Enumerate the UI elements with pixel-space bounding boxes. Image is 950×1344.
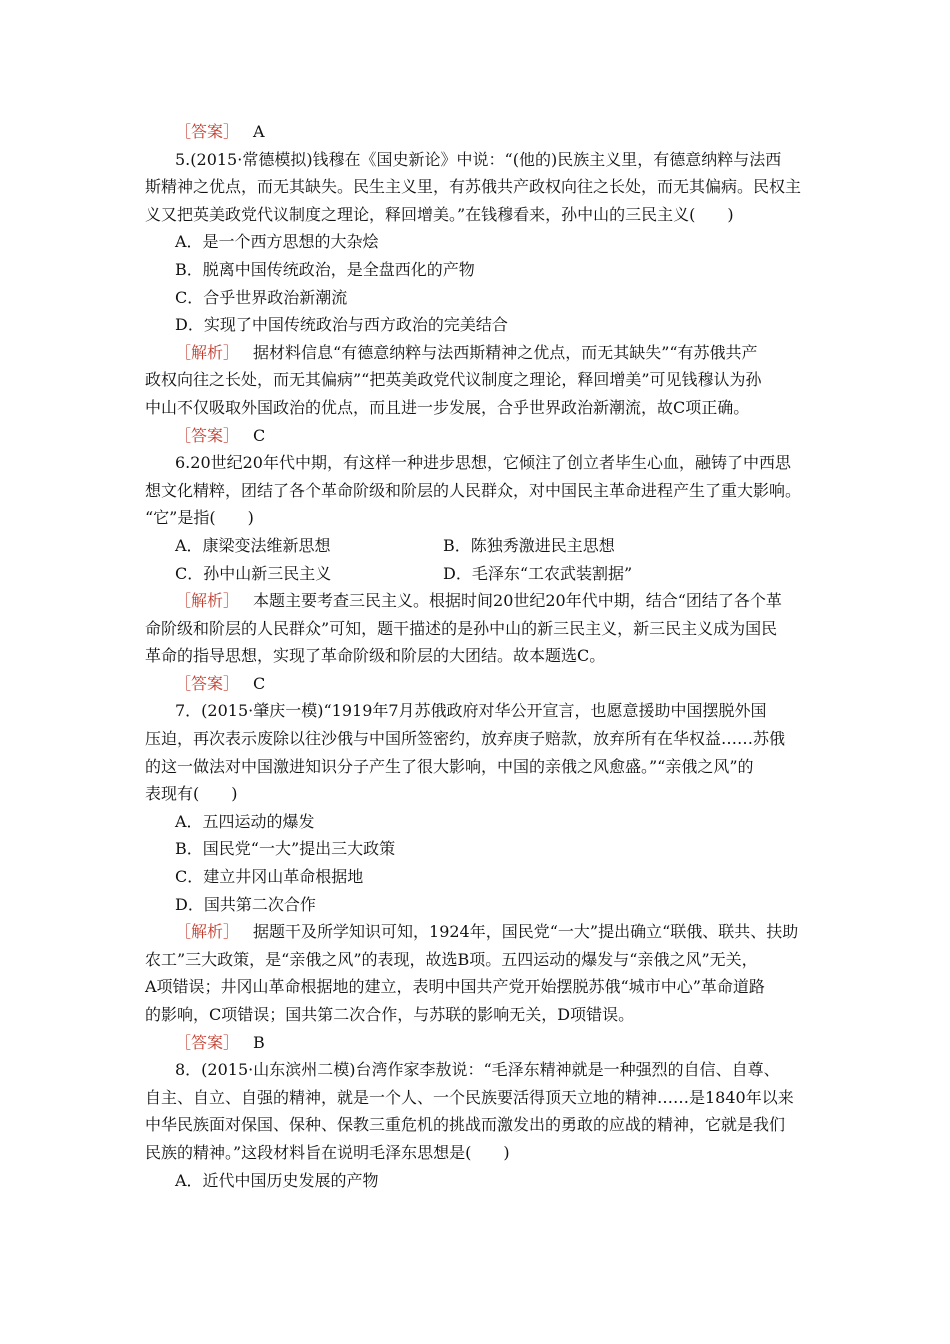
analysis-cont: 政权向往之长处，而无其偏病”“把英美政党代议制度之理论，释回增美”可见钱穆认为孙 中山不仅吸取外国政治的优点，而且进一步发展，合乎世界政治新潮流，故C项正确。 bbox=[145, 370, 762, 417]
question-stem: 8．(2015·山东滨州二模)台湾作家李敖说：“毛泽东精神就是一种强烈的自信、自尊、 bbox=[175, 1060, 780, 1080]
document-page bbox=[145, 118, 810, 1194]
answer-tag: ［答案］ bbox=[175, 122, 240, 141]
answer bbox=[145, 1029, 810, 1057]
answer-tag: ［答案］ bbox=[175, 1032, 240, 1052]
option-c: C．合乎世界政治新潮流 bbox=[175, 287, 348, 307]
option-row bbox=[145, 560, 810, 588]
question-8 bbox=[145, 1056, 810, 1194]
option-d: D．毛泽东“工农武装割据” bbox=[443, 563, 633, 583]
option-c: C．建立井冈山革命根据地 bbox=[175, 867, 364, 887]
option-b: B．国民党“一大”提出三大政策 bbox=[175, 839, 396, 859]
question-stem-cont: 想文化精粹，团结了各个革命阶级和阶层的人民群众，对中国民主革命进程产生了重大影响。 “它”是指( ) bbox=[145, 480, 802, 528]
analysis-cont: 农工”三大政策，是“亲俄之风”的表现，故选B项。五四运动的爆发与“亲俄之风”无关， A项错误；井冈山革命根据地的建立，表明中国共产党开始摆脱苏俄“城市中心”革命道路 的影响，C项错误；国共第二次合作，与苏联的影响无关，D项错误。 bbox=[145, 949, 765, 1024]
answer-value: B bbox=[253, 1032, 265, 1052]
question-stem: 7．(2015·肇庆一模)“1919年7月苏俄政府对华公开宣言，也愿意援助中国摆脱外国 bbox=[175, 701, 767, 721]
option-row bbox=[145, 532, 810, 560]
option-c: C．孙中山新三民主义 bbox=[175, 563, 332, 583]
answer bbox=[145, 670, 810, 698]
option-b: B．脱离中国传统政治，是全盘西化的产物 bbox=[175, 259, 475, 279]
option-d: D．实现了中国传统政治与西方政治的完美结合 bbox=[175, 315, 508, 335]
question-stem: 6.20世纪20年代中期，有这样一种进步思想，它倾注了创立者毕生心血，融铸了中西思 bbox=[175, 453, 791, 473]
analysis-cont: 命阶级和阶层的人民群众”可知，题干描述的是孙中山的新三民主义，新三民主义成为国民 革命的指导思想，实现了革命阶级和阶层的大团结。故本题选C。 bbox=[145, 618, 778, 666]
answer-value: C bbox=[253, 673, 266, 693]
answer bbox=[145, 422, 810, 450]
question-stem-cont: 自主、自立、自强的精神，就是一个人、一个民族要活得顶天立地的精神……是1840年以来 中华民族面对保国、保种、保教三重危机的挑战而激发出的勇敢的应战的精神，它就是我们 民族的精神。”这段材料旨在说明毛泽东思想是( ) bbox=[145, 1087, 794, 1162]
option-a: A．近代中国历史发展的产物 bbox=[175, 1170, 379, 1190]
analysis: ［解析］ 据材料信息“有德意纳粹与法西斯精神之优点，而无其缺失”“有苏俄共产 bbox=[175, 342, 758, 362]
answer-value: C bbox=[253, 425, 266, 445]
option-a: A．康梁变法维新思想 bbox=[175, 535, 331, 555]
option-b: B．陈独秀激进民主思想 bbox=[443, 535, 615, 555]
analysis-tag: ［解析］ bbox=[175, 342, 240, 362]
option-d: D．国共第二次合作 bbox=[175, 894, 316, 914]
question-stem: 5.(2015·常德模拟)钱穆在《国史新论》中说：“(他的)民族主义里，有德意纳粹与法西 bbox=[175, 149, 782, 169]
question-5 bbox=[145, 146, 810, 450]
option-a: A．五四运动的爆发 bbox=[175, 811, 315, 831]
analysis-tag: ［解析］ bbox=[175, 922, 240, 942]
analysis: ［解析］ 据题干及所学知识可知，1924年，国民党“一大”提出确立“联俄、联共、扶助 bbox=[175, 922, 799, 942]
analysis-tag: ［解析］ bbox=[175, 591, 240, 611]
q4-answer bbox=[145, 118, 810, 146]
option-a: A．是一个西方思想的大杂烩 bbox=[175, 232, 379, 252]
answer-tag: ［答案］ bbox=[175, 673, 240, 693]
question-7 bbox=[145, 697, 810, 1056]
answer-value: A bbox=[253, 122, 265, 141]
analysis: ［解析］ 本题主要考查三民主义。根据时间20世纪20年代中期，结合“团结了各个革 bbox=[175, 591, 782, 611]
answer-tag: ［答案］ bbox=[175, 425, 240, 445]
question-stem-cont: 压迫，再次表示废除以往沙俄与中国所签密约，放弃庚子赔款，放弃所有在华权益……苏俄 的这一做法对中国激进知识分子产生了很大影响，中国的亲俄之风愈盛。”“亲俄之风”的 表现有( ) bbox=[145, 729, 786, 804]
question-stem-cont: 斯精神之优点，而无其缺失。民生主义里，有苏俄共产政权向往之长处，而无其偏病。民权主 义又把英美政党代议制度之理论，释回增美。”在钱穆看来，孙中山的三民主义( ) bbox=[145, 177, 802, 224]
question-6 bbox=[145, 449, 810, 697]
